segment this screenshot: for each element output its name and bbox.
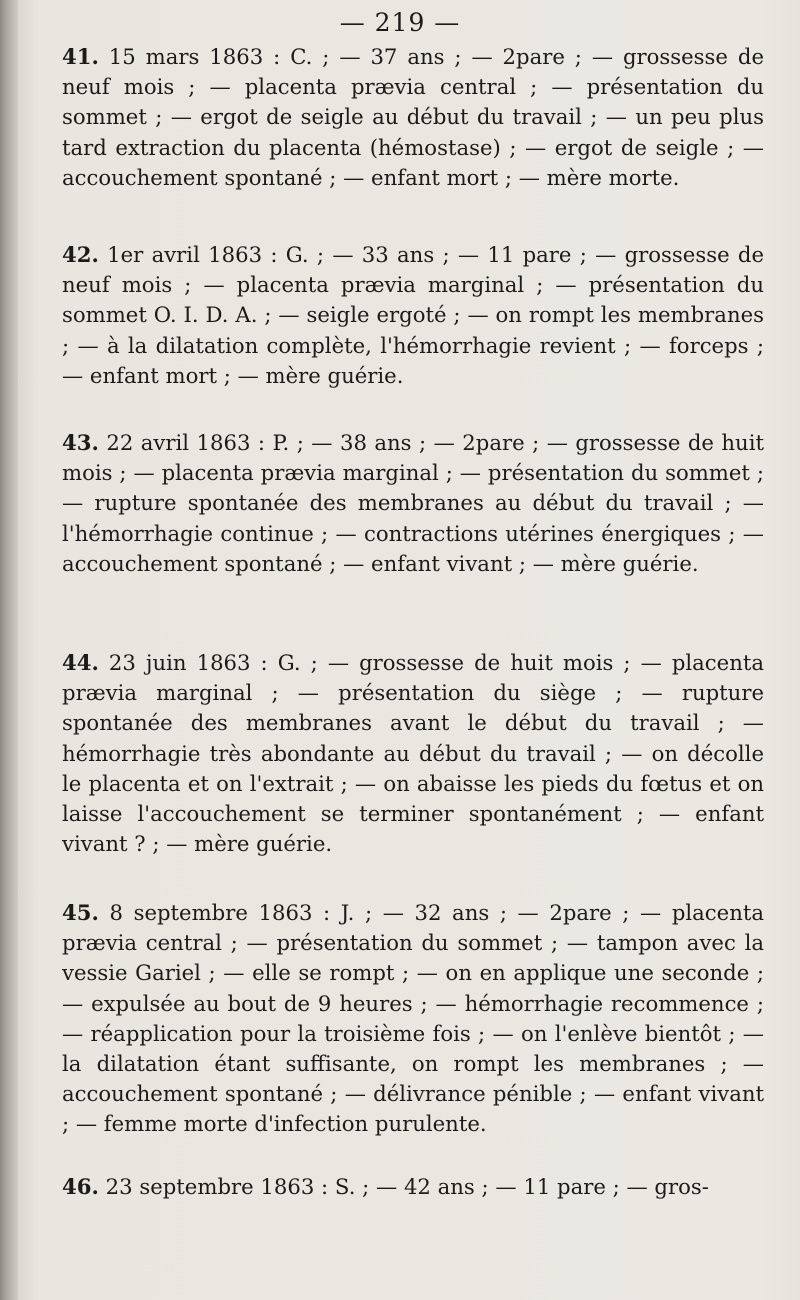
case-text: 23 septembre 1863 : S. ; — 42 ans ; — 11 pare ; — gros- xyxy=(105,1174,709,1199)
case-entry-43 xyxy=(62,428,764,579)
case-entry-42 xyxy=(62,240,764,391)
case-text: 22 avril 1863 : P. ; — 38 ans ; — 2pare ; — grossesse de huit mois ; — placenta prævia marginal ; — présentation du sommet ; — rupture spontanée des membranes au début du travail ; — l'hémorrhagie continue ; — contractions utérines énergiques ; — accouchement spontané ; — enfant vivant ; — mère guérie. xyxy=(62,430,764,576)
case-entry-44 xyxy=(62,648,764,859)
case-text: 23 juin 1863 : G. ; — grossesse de huit mois ; — placenta prævia marginal ; — présentation du siège ; — rupture spontanée des membranes avant le début du travail ; — hémorrhagie très abondante au début du travail ; — on décolle le placenta et on l'extrait ; — on abaisse les pieds du fœtus et on laisse l'accouchement se terminer spontanément ; — enfant vivant ? ; — mère guérie. xyxy=(62,650,764,857)
case-number: 42. xyxy=(62,242,99,267)
case-entry-41 xyxy=(62,42,764,193)
case-entry-45 xyxy=(62,898,764,1140)
case-text: 1er avril 1863 : G. ; — 33 ans ; — 11 pare ; — grossesse de neuf mois ; — placenta prævia marginal ; — présentation du sommet O. I. D. A. ; — seigle ergoté ; — on rompt les membranes ; — à la dilatation complète, l'hémorrhagie revient ; — forceps ; — enfant mort ; — mère guérie. xyxy=(62,242,764,388)
case-entry-46 xyxy=(62,1172,764,1202)
case-text: 8 septembre 1863 : J. ; — 32 ans ; — 2pare ; — placenta prævia central ; — présentation du sommet ; — tampon avec la vessie Gariel ; — elle se rompt ; — on en applique une seconde ; — expulsée au bout de 9 heures ; — hémorrhagie recommence ; — réapplication pour la troisième fois ; — on l'enlève bientôt ; — la dilatation étant suffisante, on rompt les membranes ; — accouchement spontané ; — délivrance pénible ; — enfant vivant ; — femme morte d'infection purulente. xyxy=(62,900,764,1137)
case-number: 46. xyxy=(62,1174,99,1199)
case-number: 44. xyxy=(62,650,99,675)
case-number: 43. xyxy=(62,430,99,455)
page-gutter-shadow xyxy=(0,0,18,1300)
page-number: — 219 — xyxy=(339,8,461,37)
case-text: 15 mars 1863 : C. ; — 37 ans ; — 2pare ; — grossesse de neuf mois ; — placenta prævia central ; — présentation du sommet ; — ergot de seigle au début du travail ; — un peu plus tard extraction du placenta (hémostase) ; — ergot de seigle ; — accouchement spontané ; — enfant mort ; — mère morte. xyxy=(62,44,764,190)
case-number: 41. xyxy=(62,44,99,69)
case-number: 45. xyxy=(62,900,99,925)
